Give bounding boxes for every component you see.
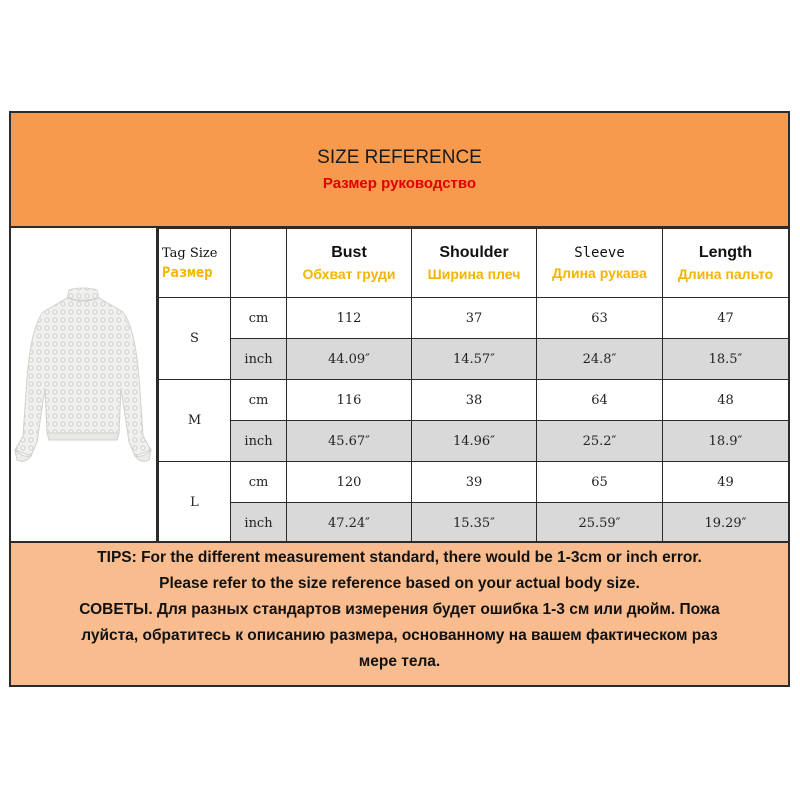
unit-cell: cm [231,298,287,339]
value-cell: 18.9″ [663,421,789,462]
size-chart [9,111,790,687]
size-table [158,228,789,544]
value-cell: 14.96″ [412,421,537,462]
unit-header [231,229,287,298]
value-cell: 45.67″ [287,421,412,462]
value-cell: 63 [537,298,663,339]
value-cell: 49 [663,462,789,503]
unit-cell: inch [231,503,287,544]
value-cell: 37 [412,298,537,339]
column-header-length [663,229,789,298]
unit-cell: cm [231,380,287,421]
column-header-ru: Обхват груди [302,266,396,282]
title-en: SIZE REFERENCE [317,147,482,168]
tips-line: мере тела. [358,653,441,670]
value-cell: 112 [287,298,412,339]
tips-line: Please refer to the size reference based on your actual body size. [159,575,640,592]
value-cell: 25.59″ [537,503,663,544]
table-row [159,339,789,380]
column-header-sleeve [537,229,663,298]
column-header-ru: Длина пальто [677,266,774,282]
tips-line: луйста, обратитесь к описанию размера, основанному на вашем фактическом раз [81,627,718,644]
column-header-en: Length [698,244,753,261]
value-cell: 47.24″ [287,503,412,544]
value-cell: 38 [412,380,537,421]
unit-cell: inch [231,421,287,462]
size-cell: S [159,298,231,380]
column-header-shoulder [412,229,537,298]
value-cell: 18.5″ [663,339,789,380]
value-cell: 48 [663,380,789,421]
tips-line: СОВЕТЫ. Для разных стандартов измерения будет ошибка 1-3 см или дюйм. Пожа [79,601,720,618]
tag-size-label-ru: Размер [162,264,213,281]
table-row [159,298,789,339]
value-cell: 25.2″ [537,421,663,462]
tips-line: TIPS: For the different measurement standard, there would be 1-3cm or inch error. [97,549,702,566]
column-header-ru: Длина рукава [552,265,647,281]
value-cell: 14.57″ [412,339,537,380]
table-header-row [159,229,789,298]
value-cell: 65 [537,462,663,503]
tag-size-label-en: Tag Size [162,245,218,261]
table-row [159,421,789,462]
value-cell: 15.35″ [412,503,537,544]
unit-cell: inch [231,339,287,380]
value-cell: 39 [412,462,537,503]
value-cell: 47 [663,298,789,339]
product-photo [11,228,158,541]
title-ru: Размер руководство [322,175,477,192]
value-cell: 64 [537,380,663,421]
size-cell: M [159,380,231,462]
size-chart-header [11,113,788,228]
size-cell: L [159,462,231,544]
column-header-en: Bust [331,244,367,261]
value-cell: 44.09″ [287,339,412,380]
value-cell: 19.29″ [663,503,789,544]
table-row [159,380,789,421]
column-header-bust [287,229,412,298]
tips-box [11,541,788,685]
column-header-en: Shoulder [439,244,509,261]
value-cell: 116 [287,380,412,421]
unit-cell: cm [231,462,287,503]
column-header-en: Sleeve [574,245,625,261]
column-header-ru: Ширина плеч [427,266,521,282]
tag-size-header [159,229,231,298]
value-cell: 120 [287,462,412,503]
white-lace-blouse-image [11,228,156,541]
table-row [159,503,789,544]
table-row [159,462,789,503]
value-cell: 24.8″ [537,339,663,380]
